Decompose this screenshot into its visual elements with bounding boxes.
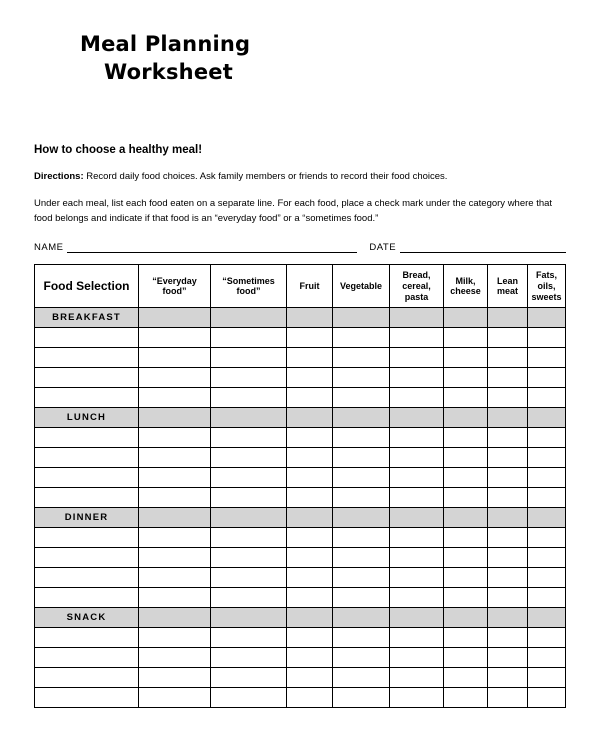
checkbox-cell[interactable]	[287, 428, 333, 448]
checkbox-cell[interactable]	[528, 368, 566, 388]
checkbox-cell[interactable]	[390, 588, 444, 608]
column-header-vegetable: Vegetable	[333, 265, 390, 308]
table-row	[35, 328, 566, 348]
title-line-1: Meal Planning	[80, 32, 251, 56]
checkbox-cell[interactable]	[444, 488, 488, 508]
meal-section-cell[interactable]	[333, 508, 390, 528]
checkbox-cell[interactable]	[390, 628, 444, 648]
meal-section-cell[interactable]	[139, 508, 211, 528]
checkbox-cell[interactable]	[333, 388, 390, 408]
checkbox-cell[interactable]	[390, 328, 444, 348]
checkbox-cell[interactable]	[444, 328, 488, 348]
food-entry-cell[interactable]	[35, 428, 139, 448]
meal-section-cell[interactable]	[287, 508, 333, 528]
checkbox-cell[interactable]	[528, 488, 566, 508]
food-entry-cell[interactable]	[35, 448, 139, 468]
section-heading: How to choose a healthy meal!	[34, 143, 203, 156]
checkbox-cell[interactable]	[287, 548, 333, 568]
checkbox-cell[interactable]	[390, 348, 444, 368]
checkbox-cell[interactable]	[333, 448, 390, 468]
checkbox-cell[interactable]	[287, 648, 333, 668]
checkbox-cell[interactable]	[211, 668, 287, 688]
checkbox-cell[interactable]	[287, 368, 333, 388]
checkbox-cell[interactable]	[287, 328, 333, 348]
checkbox-cell[interactable]	[488, 568, 528, 588]
checkbox-cell[interactable]	[211, 488, 287, 508]
checkbox-cell[interactable]	[139, 528, 211, 548]
title-line-2: Worksheet	[104, 60, 233, 85]
table-row	[35, 468, 566, 488]
checkbox-cell[interactable]	[488, 328, 528, 348]
checkbox-cell[interactable]	[488, 448, 528, 468]
meal-section-cell[interactable]	[390, 508, 444, 528]
checkbox-cell[interactable]	[139, 448, 211, 468]
meal-section-cell[interactable]	[211, 408, 287, 428]
meal-section-cell[interactable]	[488, 508, 528, 528]
checkbox-cell[interactable]	[488, 428, 528, 448]
checkbox-cell[interactable]	[333, 568, 390, 588]
checkbox-cell[interactable]	[287, 668, 333, 688]
directions-label: Directions:	[34, 170, 84, 182]
food-entry-cell[interactable]	[35, 468, 139, 488]
checkbox-cell[interactable]	[333, 548, 390, 568]
meal-section-cell[interactable]	[444, 608, 488, 628]
checkbox-cell[interactable]	[444, 368, 488, 388]
checkbox-cell[interactable]	[333, 428, 390, 448]
checkbox-cell[interactable]	[287, 688, 333, 708]
checkbox-cell[interactable]	[528, 688, 566, 708]
food-entry-cell[interactable]	[35, 588, 139, 608]
checkbox-cell[interactable]	[444, 688, 488, 708]
checkbox-cell[interactable]	[139, 368, 211, 388]
food-entry-cell[interactable]	[35, 368, 139, 388]
checkbox-cell[interactable]	[488, 628, 528, 648]
checkbox-cell[interactable]	[488, 688, 528, 708]
checkbox-cell[interactable]	[528, 328, 566, 348]
checkbox-cell[interactable]	[211, 628, 287, 648]
table-row	[35, 668, 566, 688]
table-body	[35, 308, 566, 708]
checkbox-cell[interactable]	[390, 528, 444, 548]
meal-section-cell[interactable]	[333, 408, 390, 428]
checkbox-cell[interactable]	[444, 628, 488, 648]
checkbox-cell[interactable]	[139, 548, 211, 568]
checkbox-cell[interactable]	[390, 428, 444, 448]
table-row	[35, 548, 566, 568]
checkbox-cell[interactable]	[139, 588, 211, 608]
meal-section-cell[interactable]	[211, 608, 287, 628]
meal-section-cell[interactable]	[211, 308, 287, 328]
food-entry-cell[interactable]	[35, 528, 139, 548]
checkbox-cell[interactable]	[390, 448, 444, 468]
checkbox-cell[interactable]	[488, 528, 528, 548]
checkbox-cell[interactable]	[528, 648, 566, 668]
checkbox-cell[interactable]	[333, 528, 390, 548]
column-header-milk-cheese: Milk, cheese	[444, 265, 488, 308]
meal-section-cell[interactable]	[390, 408, 444, 428]
meal-section-cell[interactable]	[390, 308, 444, 328]
directions-paragraph	[34, 170, 566, 184]
checkbox-cell[interactable]	[139, 468, 211, 488]
checkbox-cell[interactable]	[211, 388, 287, 408]
document-title	[80, 30, 566, 87]
checkbox-cell[interactable]	[287, 528, 333, 548]
table-row	[35, 368, 566, 388]
meal-section-label: SNACK	[35, 608, 139, 628]
checkbox-cell[interactable]	[211, 688, 287, 708]
checkbox-cell[interactable]	[488, 468, 528, 488]
table-header-row	[35, 265, 566, 308]
meal-section-cell[interactable]	[528, 308, 566, 328]
checkbox-cell[interactable]	[333, 488, 390, 508]
checkbox-cell[interactable]	[390, 468, 444, 488]
name-input-line[interactable]	[67, 243, 356, 253]
meal-section-cell[interactable]	[211, 508, 287, 528]
checkbox-cell[interactable]	[333, 648, 390, 668]
checkbox-cell[interactable]	[139, 328, 211, 348]
meal-section-cell[interactable]	[287, 408, 333, 428]
checkbox-cell[interactable]	[333, 368, 390, 388]
meal-section-row	[35, 508, 566, 528]
table-row	[35, 528, 566, 548]
meal-section-row	[35, 408, 566, 428]
table-row	[35, 648, 566, 668]
food-entry-cell[interactable]	[35, 348, 139, 368]
column-header-everyday-food: “Everyday food”	[139, 265, 211, 308]
meal-section-cell[interactable]	[139, 608, 211, 628]
checkbox-cell[interactable]	[211, 428, 287, 448]
meal-section-row	[35, 308, 566, 328]
directions-text: Record daily food choices. Ask family members or friends to record their food choices.	[86, 170, 448, 182]
food-entry-cell[interactable]	[35, 548, 139, 568]
meal-planning-table	[34, 264, 566, 708]
checkbox-cell[interactable]	[211, 468, 287, 488]
column-header-food-selection: Food Selection	[35, 265, 139, 308]
checkbox-cell[interactable]	[444, 648, 488, 668]
meal-section-cell[interactable]	[139, 308, 211, 328]
table-row	[35, 448, 566, 468]
checkbox-cell[interactable]	[488, 388, 528, 408]
table-row	[35, 588, 566, 608]
checkbox-cell[interactable]	[211, 448, 287, 468]
checkbox-cell[interactable]	[528, 628, 566, 648]
checkbox-cell[interactable]	[528, 528, 566, 548]
checkbox-cell[interactable]	[139, 348, 211, 368]
checkbox-cell[interactable]	[333, 688, 390, 708]
table-row	[35, 628, 566, 648]
checkbox-cell[interactable]	[444, 548, 488, 568]
table-row	[35, 388, 566, 408]
meal-section-row	[35, 608, 566, 628]
checkbox-cell[interactable]	[488, 668, 528, 688]
checkbox-cell[interactable]	[139, 628, 211, 648]
meal-section-cell[interactable]	[444, 308, 488, 328]
checkbox-cell[interactable]	[139, 648, 211, 668]
checkbox-cell[interactable]	[528, 588, 566, 608]
column-header-fats-oils-sweets: Fats, oils, sweets	[528, 265, 566, 308]
checkbox-cell[interactable]	[287, 588, 333, 608]
meal-section-cell[interactable]	[528, 608, 566, 628]
checkbox-cell[interactable]	[444, 388, 488, 408]
meal-section-cell[interactable]	[528, 408, 566, 428]
checkbox-cell[interactable]	[390, 548, 444, 568]
table-row	[35, 568, 566, 588]
meal-section-cell[interactable]	[528, 508, 566, 528]
food-entry-cell[interactable]	[35, 668, 139, 688]
meal-section-cell[interactable]	[444, 408, 488, 428]
food-entry-cell[interactable]	[35, 328, 139, 348]
meal-section-cell[interactable]	[333, 308, 390, 328]
meal-section-cell[interactable]	[139, 408, 211, 428]
checkbox-cell[interactable]	[488, 348, 528, 368]
checkbox-cell[interactable]	[139, 388, 211, 408]
table-row	[35, 348, 566, 368]
checkbox-cell[interactable]	[287, 488, 333, 508]
checkbox-cell[interactable]	[287, 468, 333, 488]
checkbox-cell[interactable]	[139, 568, 211, 588]
checkbox-cell[interactable]	[444, 588, 488, 608]
meal-section-cell[interactable]	[444, 508, 488, 528]
column-header-bread-cereal-pasta: Bread, cereal, pasta	[390, 265, 444, 308]
checkbox-cell[interactable]	[287, 448, 333, 468]
checkbox-cell[interactable]	[444, 528, 488, 548]
checkbox-cell[interactable]	[444, 468, 488, 488]
instructions-paragraph: Under each meal, list each food eaten on a separate line. For each food, place a check mark under the category where that food belongs and indicate if that food is an “everyday food” or a “sometimes food.”	[34, 197, 553, 224]
food-entry-cell[interactable]	[35, 388, 139, 408]
checkbox-cell[interactable]	[390, 388, 444, 408]
food-entry-cell[interactable]	[35, 568, 139, 588]
food-entry-cell[interactable]	[35, 648, 139, 668]
meal-section-cell[interactable]	[390, 608, 444, 628]
checkbox-cell[interactable]	[333, 348, 390, 368]
checkbox-cell[interactable]	[528, 348, 566, 368]
checkbox-cell[interactable]	[211, 528, 287, 548]
checkbox-cell[interactable]	[333, 588, 390, 608]
table-row	[35, 428, 566, 448]
checkbox-cell[interactable]	[390, 648, 444, 668]
meal-section-label: BREAKFAST	[35, 308, 139, 328]
checkbox-cell[interactable]	[528, 548, 566, 568]
meal-section-cell[interactable]	[488, 308, 528, 328]
meal-section-label: LUNCH	[35, 408, 139, 428]
checkbox-cell[interactable]	[528, 668, 566, 688]
checkbox-cell[interactable]	[444, 448, 488, 468]
column-header-sometimes-food: “Sometimes food”	[211, 265, 287, 308]
food-entry-cell[interactable]	[35, 488, 139, 508]
checkbox-cell[interactable]	[287, 348, 333, 368]
checkbox-cell[interactable]	[333, 628, 390, 648]
checkbox-cell[interactable]	[390, 568, 444, 588]
meal-section-label: DINNER	[35, 508, 139, 528]
food-entry-cell[interactable]	[35, 628, 139, 648]
checkbox-cell[interactable]	[211, 348, 287, 368]
checkbox-cell[interactable]	[444, 568, 488, 588]
meal-section-cell[interactable]	[287, 308, 333, 328]
checkbox-cell[interactable]	[139, 488, 211, 508]
table-row	[35, 688, 566, 708]
meal-section-cell[interactable]	[488, 608, 528, 628]
meal-section-cell[interactable]	[287, 608, 333, 628]
table-header	[35, 265, 566, 308]
checkbox-cell[interactable]	[139, 428, 211, 448]
column-header-lean-meat: Lean meat	[488, 265, 528, 308]
checkbox-cell[interactable]	[528, 448, 566, 468]
date-label: DATE	[369, 242, 397, 254]
meal-section-cell[interactable]	[488, 408, 528, 428]
checkbox-cell[interactable]	[390, 368, 444, 388]
checkbox-cell[interactable]	[333, 328, 390, 348]
name-date-row	[34, 242, 566, 253]
checkbox-cell[interactable]	[528, 388, 566, 408]
checkbox-cell[interactable]	[139, 668, 211, 688]
meal-section-cell[interactable]	[333, 608, 390, 628]
checkbox-cell[interactable]	[333, 468, 390, 488]
checkbox-cell[interactable]	[444, 428, 488, 448]
checkbox-cell[interactable]	[528, 468, 566, 488]
name-label: NAME	[34, 242, 64, 254]
checkbox-cell[interactable]	[488, 588, 528, 608]
date-input-line[interactable]	[400, 243, 566, 253]
checkbox-cell[interactable]	[488, 488, 528, 508]
checkbox-cell[interactable]	[211, 568, 287, 588]
checkbox-cell[interactable]	[139, 688, 211, 708]
checkbox-cell[interactable]	[287, 568, 333, 588]
checkbox-cell[interactable]	[390, 688, 444, 708]
checkbox-cell[interactable]	[211, 548, 287, 568]
checkbox-cell[interactable]	[390, 488, 444, 508]
checkbox-cell[interactable]	[211, 648, 287, 668]
checkbox-cell[interactable]	[488, 548, 528, 568]
checkbox-cell[interactable]	[287, 628, 333, 648]
checkbox-cell[interactable]	[211, 588, 287, 608]
checkbox-cell[interactable]	[444, 348, 488, 368]
checkbox-cell[interactable]	[333, 668, 390, 688]
checkbox-cell[interactable]	[390, 668, 444, 688]
table-row	[35, 488, 566, 508]
checkbox-cell[interactable]	[211, 368, 287, 388]
checkbox-cell[interactable]	[528, 568, 566, 588]
food-entry-cell[interactable]	[35, 688, 139, 708]
checkbox-cell[interactable]	[211, 328, 287, 348]
column-header-fruit: Fruit	[287, 265, 333, 308]
checkbox-cell[interactable]	[287, 388, 333, 408]
checkbox-cell[interactable]	[488, 648, 528, 668]
checkbox-cell[interactable]	[528, 428, 566, 448]
checkbox-cell[interactable]	[488, 368, 528, 388]
checkbox-cell[interactable]	[444, 668, 488, 688]
